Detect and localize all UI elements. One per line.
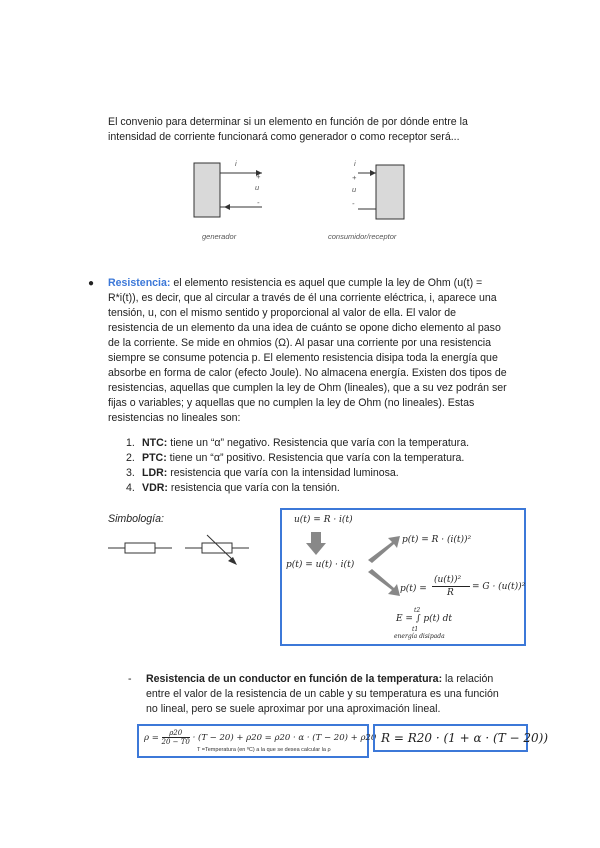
energy-caption: energía disipada [394, 633, 445, 640]
conductor-paragraph: Resistencia de un conductor en función de la temperatura: la relación entre el valor de la resistencia de un cable y su temperatura es una función no lineal, pero se suele aproximar por una aproximación lineal. [146, 672, 526, 717]
up-right-arrow-icon [366, 534, 402, 564]
list-term: LDR: [142, 467, 168, 479]
resistencia-line-2: R*i(t)), es decir, que al circular a través de él una corriente eléctrica, i, aparece una [108, 292, 497, 304]
resistivity-formula: ρ = $\frac{\rho 20}{20 - T0}$ · (T − 20) + ρ20 = ρ20 · α · (T − 20) + ρ20 [144, 729, 377, 746]
rec-plus-label: + [352, 173, 357, 182]
down-right-arrow-icon [366, 568, 402, 598]
resistivity-formula-box [137, 724, 377, 758]
list-item: 4. VDR: resistencia que varía con la tensión. [126, 482, 340, 494]
power-voltage-right: = G · (u(t))² [472, 582, 526, 592]
energy-formula: E = ∫ p(t) dt [396, 614, 453, 624]
resistencia-title: Resistencia: [108, 277, 171, 289]
resistencia-line-9: fijas o variables; y aquellas que no cumplen la ley de Ohm (no lineales). Estas [108, 397, 475, 409]
resistencia-line-3: tensión, u, con el mismo sentido y proporcional al valor de ella. El valor de [108, 307, 457, 319]
ohm-law-formula: u(t) = R · i(t) [294, 515, 353, 525]
resistencia-line-7: absorbe en forma de calor (efecto Joule). No almacena energía. Existen dos tipos de [108, 367, 507, 379]
resistance-temperature-formula: R = R20 · (1 + α · (T − 20)) [381, 731, 549, 745]
resistencia-line-10: resistencias no lineales son: [108, 412, 241, 424]
energy-lower-limit: t1 [412, 626, 419, 633]
fixed-resistor-symbol [108, 538, 172, 558]
down-arrow-icon [306, 532, 326, 556]
simbologia-label: Simbología: [108, 513, 164, 525]
resistencia-paragraph [108, 276, 526, 426]
resistance-temperature-formula-box [373, 724, 549, 752]
fraction-bar [432, 586, 470, 587]
temperature-note: T =Temperatura (en ºC) a la que se desea calcular la ρ [197, 747, 331, 753]
gen-plus-label: + [256, 172, 261, 181]
rec-minus-label: - [352, 199, 355, 208]
resistencia-line-1: el elemento resistencia es aquel que cumple la ley de Ohm (u(t) = [173, 277, 483, 289]
bullet-dot: ● [88, 278, 95, 289]
list-item: 3. LDR: resistencia que varía con la intensidad luminosa. [126, 467, 399, 479]
gen-voltage-label: u [255, 183, 260, 192]
list-term: VDR: [142, 482, 168, 494]
intro-line-2: intensidad de corriente funcionará como generador o como receptor será... [108, 131, 460, 143]
generator-receptor-figure [180, 155, 440, 250]
caption-receptor: consumidor/receptor [328, 232, 397, 241]
resistencia-line-5: de la corriente. Se mide en ohmios (Ω). Al pasar una corriente por una resistencia [108, 337, 492, 349]
gen-minus-label: - [257, 198, 260, 207]
resistencia-line-8: resistencias, aquellas que cumplen la ley de Ohm (lineales), que a su vez podrán ser [108, 382, 507, 394]
variable-resistor-symbol [185, 530, 249, 568]
power-formula-box [280, 508, 526, 646]
rec-current-label: i [354, 159, 356, 168]
intro-line-1: El convenio para determinar si un elemento en función de por dónde entre la [108, 116, 468, 128]
power-current-formula: p(t) = R · (i(t))² [402, 535, 472, 545]
conductor-line-3: no lineal, pero se suele aproximar por una aproximación lineal. [146, 703, 441, 715]
list-item: 2. PTC: tiene un “α” positivo. Resistencia que varía con la temperatura. [126, 452, 465, 464]
power-formula: p(t) = u(t) · i(t) [286, 560, 355, 570]
energy-upper-limit: t2 [414, 607, 421, 614]
caption-generator: generador [202, 232, 237, 241]
resistencia-line-6: siempre se consume potencia p. El elemento resistencia disipa toda la energía que [108, 352, 498, 364]
gen-current-label: i [235, 159, 237, 168]
resistencia-line-4: resistencia de un elemento da una idea de cuánto se opone dicho elemento al paso [108, 322, 501, 334]
list-term: NTC: [142, 437, 168, 449]
power-voltage-den: R [447, 588, 454, 598]
dash-bullet: - [128, 673, 132, 685]
nonlinear-resistor-list [126, 436, 526, 496]
conductor-term: Resistencia de un conductor en función de la temperatura: [146, 673, 443, 685]
conductor-line-2: entre el valor de la resistencia de un cable y su temperatura es una función [146, 688, 499, 700]
power-voltage-num: (u(t))² [434, 575, 462, 585]
rec-voltage-label: u [352, 185, 357, 194]
generator-receptor-diagram [180, 155, 440, 235]
intro-paragraph [108, 115, 518, 145]
power-voltage-left: p(t) = [400, 584, 427, 594]
list-term: PTC: [142, 452, 167, 464]
list-item: 1. NTC: tiene un “α” negativo. Resistencia que varía con la temperatura. [126, 437, 470, 449]
